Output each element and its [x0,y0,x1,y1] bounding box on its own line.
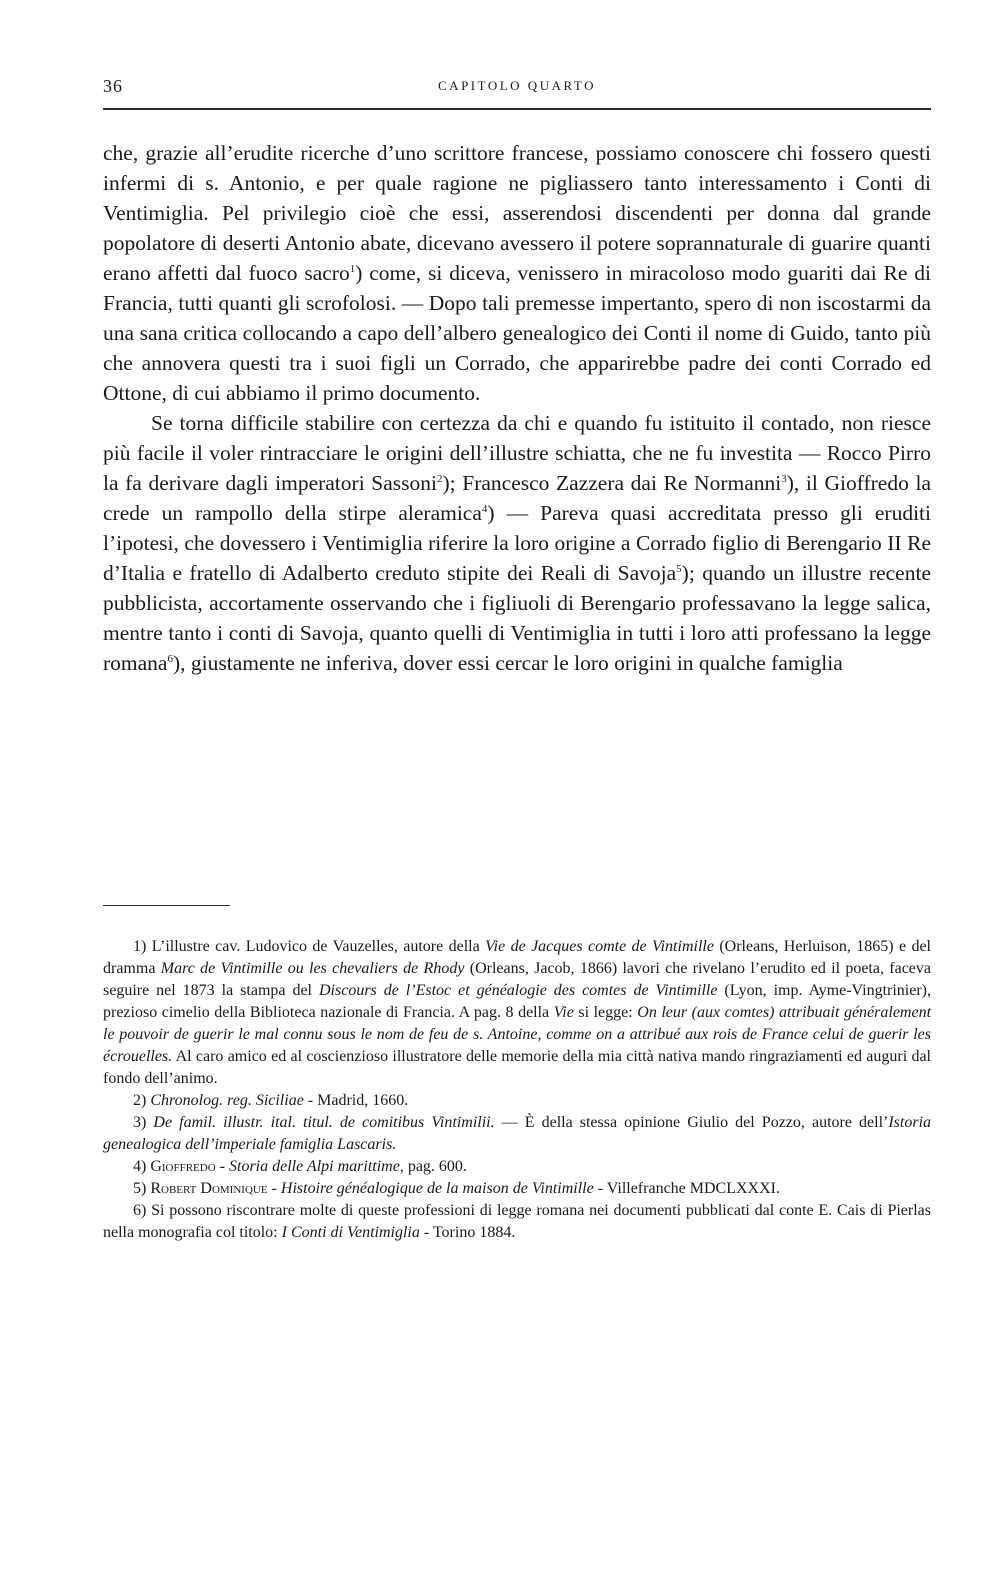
text-run: - Torino 1884. [419,1224,516,1241]
text-run: Al caro amico ed al coscienzioso illustratore delle memorie della mia città nativa mando ringraziamenti ed auguri dal fondo dell’animo. [103,1048,931,1087]
text-run: (Orleans, Jacob, 1866) lavori che rivelano l’erudito ed il poeta, faceva seguire nel 1873 la stampa del [103,960,932,999]
text-run: 1) L’illustre cav. Ludovico de Vauzelles, autore della [133,938,486,955]
text-run: (Orleans, Herluison, 1865) e del dramma [103,938,931,977]
text-run: ), giustamente ne inferiva, dover essi cercar le loro origini in qualche famiglia [172,651,843,675]
text-run: 6) Si possono riscontrare molte di queste professioni di legge romana nei documenti pubblicati dal conte E. Cais di Pierlas nella monografia col titolo: [103,1202,931,1241]
header-rule [103,108,931,110]
footnote-2 [103,1090,931,1112]
text-run: ) come, si diceva, venissero in miracoloso modo guariti dai Re di Francia, tutti quanti gli scrofolosi. — Dopo tali premesse impertanto, spero di non iscostarmi da una sana critica collocando a capo dell’albero genealogico dei Conti il nome di Guido, tanto più che annovera questi tra i suoi figli un Corrado, che apparirebbe padre dei conti Corrado ed Ottone, di cui abbiamo il primo documento. [103,261,931,405]
text-run: 3) [133,1114,154,1131]
footnote-ref: 1 [349,262,356,275]
footnote-ref: 3 [781,472,787,485]
main-text [103,138,931,678]
text-run: si legge: [573,1004,638,1021]
text-run: ); Francesco Zazzera dai Re Normanni [442,471,782,495]
italic-run: I Conti di Ventimiglia [281,1224,420,1241]
italic-run: Vie [553,1004,574,1021]
footnote-4 [103,1156,931,1178]
text-run: Se torna difficile stabilire con certezza da chi e quando fu istituito il contado, non riesce più facile il voler rintracciare le origini dell’illustre schiatta, che ne fu investita — Rocco Pirro la fa derivare dagli imperatori Sassoni [103,411,931,495]
text-run: 4) [133,1158,151,1175]
text-run: , pag. 600. [399,1158,467,1175]
text-run: che, grazie all’erudite ricerche d’uno scrittore francese, possiamo conoscere chi fossero questi infermi di s. Antonio, e per quale ragione ne pigliassero tanto interessamento i Conti di Ventimiglia. Pel privilegio cioè che essi, asserendosi discendenti per donna dal grande popolatore di deserti Antonio abate, dicevano avessero il potere soprannaturale di guarire quanti erano affetti dal fuoco sacro [103,141,931,285]
text-run: - [215,1158,229,1175]
footnote-1 [103,936,931,1090]
text-run: - Villefranche MDCLXXXI. [593,1180,780,1197]
running-title: CAPITOLO QUARTO [438,78,596,93]
italic-run: De famil. illustr. ital. titul. de comitibus Vintimilii. [153,1114,495,1131]
italic-run: Storia delle Alpi marittime [229,1158,400,1175]
paragraph [103,138,931,408]
text-run: ) — Pareva quasi accreditata presso gli eruditi l’ipotesi, che dovessero i Ventimiglia riferire la loro origine a Corrado figlio di Berengario II Re d’Italia e fratello di Adalberto creduto stipite dei Reali di Savoja [103,501,931,585]
footnote-5 [103,1178,931,1200]
text-run: (Lyon, imp. Ayme-Vingtrinier), prezioso cimelio della Biblioteca nazionale di Francia. A pag. 8 della [103,982,932,1021]
text-run: - [267,1180,281,1197]
text-run: — È della stessa opinione Giulio del Pozzo, autore dell’ [494,1114,889,1131]
italic-run: Istoria genealogica dell’imperiale famiglia Lascaris. [103,1114,932,1153]
footnote-ref: 6 [167,652,173,665]
text-run: - Madrid, 1660. [303,1092,409,1109]
footnote-rule [103,905,230,906]
footnote-ref: 5 [676,562,682,575]
small-caps-run: Gioffredo [150,1158,216,1175]
text-run: ), il Gioffredo la crede un rampollo della stirpe aleramica [103,471,931,525]
page-number: 36 [103,76,123,96]
text-run: 5) [133,1180,151,1197]
footnote-3 [103,1112,931,1156]
italic-run: Discours de l’Estoc et généalogie des comtes de Vintimille [318,982,718,999]
footnote-6 [103,1200,931,1244]
page-header [103,68,931,108]
italic-run: Histoire généalogique de la maison de Vintimille [280,1180,594,1197]
small-caps-run: Robert Dominique [150,1180,268,1197]
footnote-ref: 2 [437,472,443,485]
italic-run: Marc de Vintimille ou les chevaliers de Rhody [160,960,465,977]
text-run: ); quando un illustre recente pubblicista, accortamente osservando che i figliuoli di Berengario professavano la legge salica, mentre tanto i conti di Savoja, quanto quelli di Ventimiglia in tutti i loro atti professano la legge romana [103,561,931,675]
italic-run: On leur (aux comtes) attribuait généralement le pouvoir de guerir le mal connu sous le nom de feu de s. Antoine, comme on a attribué aux rois de France celui de guerir les écrouelles. [103,1004,932,1065]
italic-run: Vie de Jacques comte de Vintimille [485,938,714,955]
footnote-ref: 4 [481,502,488,515]
italic-run: Chronolog. reg. Siciliae [150,1092,304,1109]
footnotes [103,936,931,1244]
paragraph [103,408,931,678]
text-run: 2) [133,1092,151,1109]
